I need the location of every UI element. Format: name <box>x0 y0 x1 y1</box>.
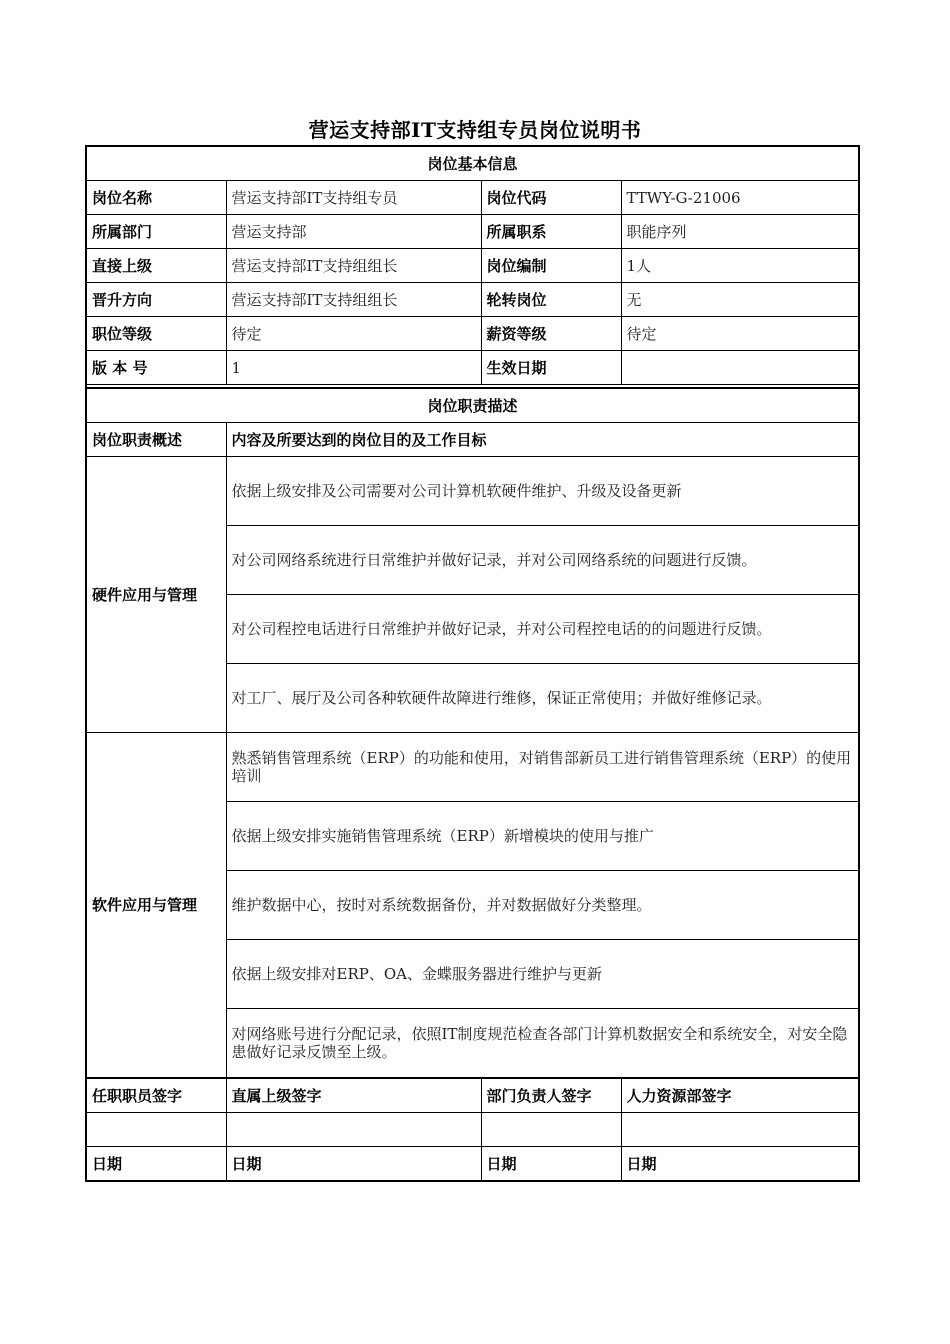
software-category-label: 软件应用与管理 <box>86 733 226 1079</box>
field-value <box>621 351 859 385</box>
signature-field[interactable] <box>621 1113 859 1147</box>
duty-item: 对公司网络系统进行日常维护并做好记录，并对公司网络系统的问题进行反馈。 <box>226 526 859 595</box>
date-row <box>86 1147 859 1182</box>
duty-header-row <box>86 388 859 423</box>
duty-item: 对公司程控电话进行日常维护并做好记录，并对公司程控电话的的问题进行反馈。 <box>226 595 859 664</box>
date-label: 日期 <box>226 1147 481 1182</box>
duty-item: 对工厂、展厅及公司各种软硬件故障进行维修，保证正常使用；并做好维修记录。 <box>226 664 859 733</box>
duty-row <box>86 733 859 802</box>
duty-overview-value: 内容及所要达到的岗位目的及工作目标 <box>226 423 859 457</box>
table-row <box>86 249 859 283</box>
field-value: 待定 <box>621 317 859 351</box>
duty-overview-row <box>86 423 859 457</box>
signature-label: 直属上级签字 <box>226 1078 481 1113</box>
date-label: 日期 <box>86 1147 226 1182</box>
table-row <box>86 317 859 351</box>
signature-label: 人力资源部签字 <box>621 1078 859 1113</box>
table-row <box>86 351 859 385</box>
signature-field[interactable] <box>86 1113 226 1147</box>
duty-item: 熟悉销售管理系统（ERP）的功能和使用，对销售部新员工进行销售管理系统（ERP）的使用培训 <box>226 733 859 802</box>
field-value: 待定 <box>226 317 481 351</box>
field-value: 职能序列 <box>621 215 859 249</box>
signature-label: 任职职员签字 <box>86 1078 226 1113</box>
field-value: 营运支持部IT支持组专员 <box>226 181 481 215</box>
table-row <box>86 283 859 317</box>
field-value: 1人 <box>621 249 859 283</box>
table-row <box>86 181 859 215</box>
field-value: TTWY-G-21006 <box>621 181 859 215</box>
duty-item: 依据上级安排对ERP、OA、金蝶服务器进行维护与更新 <box>226 940 859 1009</box>
basic-info-heading: 岗位基本信息 <box>86 146 859 181</box>
page-title: 营运支持部IT支持组专员岗位说明书 <box>308 118 642 142</box>
duty-row <box>86 457 859 526</box>
signature-field-row <box>86 1113 859 1147</box>
field-label: 晋升方向 <box>86 283 226 317</box>
field-label: 岗位名称 <box>86 181 226 215</box>
field-label: 直接上级 <box>86 249 226 283</box>
date-label: 日期 <box>621 1147 859 1182</box>
job-description-table <box>85 145 860 1182</box>
table-row <box>86 215 859 249</box>
field-value: 营运支持部IT支持组组长 <box>226 283 481 317</box>
basic-info-header-row <box>86 146 859 181</box>
field-label: 岗位编制 <box>481 249 621 283</box>
duty-item: 依据上级安排实施销售管理系统（ERP）新增模块的使用与推广 <box>226 802 859 871</box>
duty-overview-label: 岗位职责概述 <box>86 423 226 457</box>
field-label: 岗位代码 <box>481 181 621 215</box>
field-value: 无 <box>621 283 859 317</box>
field-value: 营运支持部IT支持组组长 <box>226 249 481 283</box>
field-value: 营运支持部 <box>226 215 481 249</box>
field-label: 所属职系 <box>481 215 621 249</box>
field-value: 1 <box>226 351 481 385</box>
duty-item: 依据上级安排及公司需要对公司计算机软硬件维护、升级及设备更新 <box>226 457 859 526</box>
signature-field[interactable] <box>481 1113 621 1147</box>
signature-label-row <box>86 1078 859 1113</box>
duty-heading: 岗位职责描述 <box>86 388 859 423</box>
duty-item: 对网络账号进行分配记录，依照IT制度规范检查各部门计算机数据安全和系统安全，对安全隐患做好记录反馈至上级。 <box>226 1009 859 1079</box>
field-label: 薪资等级 <box>481 317 621 351</box>
field-label: 生效日期 <box>481 351 621 385</box>
field-label: 职位等级 <box>86 317 226 351</box>
duty-item: 维护数据中心，按时对系统数据备份，并对数据做好分类整理。 <box>226 871 859 940</box>
signature-label: 部门负责人签字 <box>481 1078 621 1113</box>
field-label: 所属部门 <box>86 215 226 249</box>
signature-field[interactable] <box>226 1113 481 1147</box>
field-label: 版 本 号 <box>86 351 226 385</box>
date-label: 日期 <box>481 1147 621 1182</box>
field-label: 轮转岗位 <box>481 283 621 317</box>
hardware-category-label: 硬件应用与管理 <box>86 457 226 733</box>
